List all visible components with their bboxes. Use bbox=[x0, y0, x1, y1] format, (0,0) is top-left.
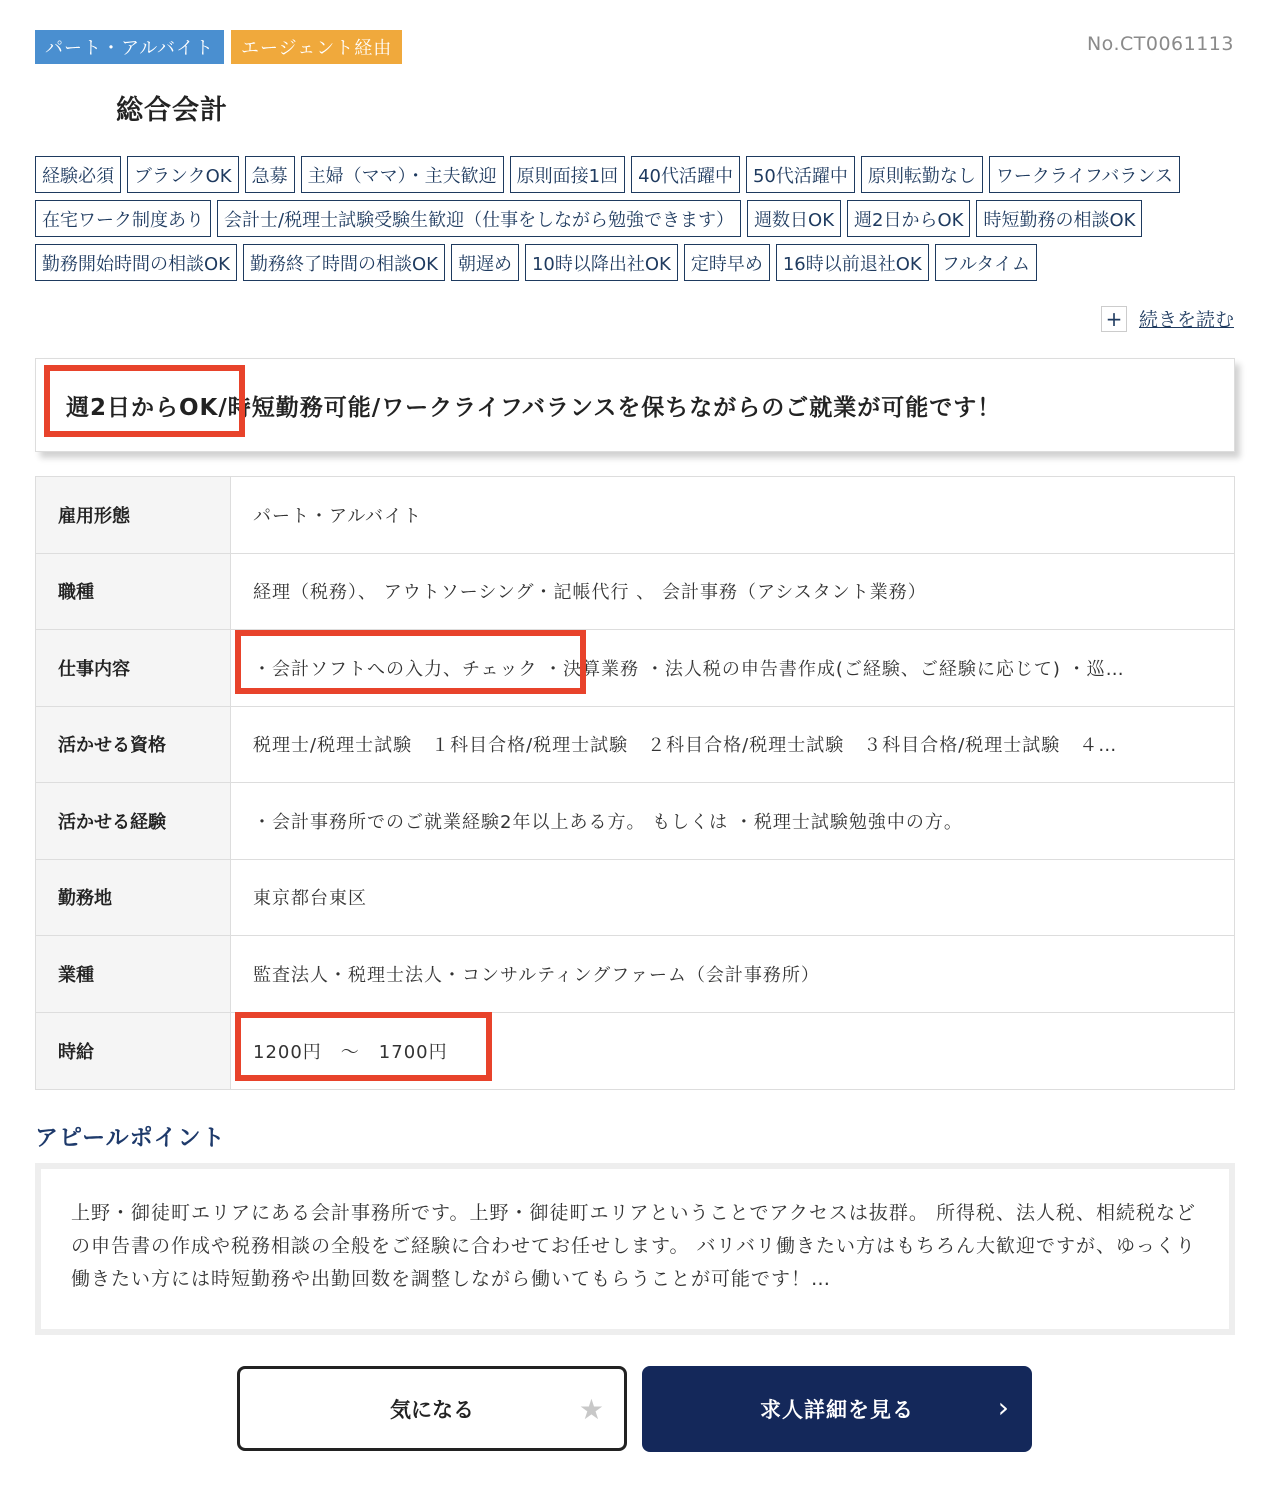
tag: 朝遅め bbox=[451, 244, 519, 281]
row-label: 業種 bbox=[36, 936, 231, 1012]
employment-type-badge: パート・アルバイト bbox=[35, 30, 224, 64]
value-text: ・会計事務所でのご就業経験2年以上ある方。 もしくは ・税理士試験勉強中の方。 bbox=[253, 811, 963, 833]
table-row bbox=[36, 707, 1234, 784]
tag: 勤務開始時間の相談OK bbox=[35, 244, 237, 281]
value-text: 1200円 ～ 1700円 bbox=[253, 1041, 448, 1063]
catch-copy: 週2日からOK/時短勤務可能/ワークライフバランスを保ちながらのご就業が可能です！ bbox=[66, 394, 1002, 421]
tag: 週2日からOK bbox=[847, 200, 970, 237]
star-icon: ★ bbox=[578, 1393, 604, 1426]
table-row bbox=[36, 1013, 1234, 1090]
tag-row bbox=[35, 244, 1235, 281]
row-label: 仕事内容 bbox=[36, 630, 231, 706]
tag: 原則面接1回 bbox=[510, 156, 625, 193]
highlight-box bbox=[235, 1012, 492, 1081]
tag: 原則転勤なし bbox=[861, 156, 983, 193]
tag: 勤務終了時間の相談OK bbox=[243, 244, 445, 281]
appeal-text: 上野・御徒町エリアにある会計事務所です。上野・御徒町エリアということでアクセスは抜群。 所得税、法人税、相続税などの申告書の作成や税務相談の全般をご経験に合わせてお任せします。 バリバリ働きたい方はもちろん大歓迎ですが、ゆっくり働きたい方には時短勤務や出勤回数を調整しながら働いてもらうことが可能です！… bbox=[71, 1202, 1196, 1290]
tag: 16時以前退社OK bbox=[776, 244, 929, 281]
row-label: 雇用形態 bbox=[36, 477, 231, 553]
tag: 主婦（ママ）・主夫歓迎 bbox=[301, 156, 504, 193]
value-text: 税理士/税理士試験 １科目合格/税理士試験 ２科目合格/税理士試験 ３科目合格/税理士試験 ４… bbox=[253, 735, 1118, 757]
tag-row bbox=[35, 200, 1235, 237]
tag: 在宅ワーク制度あり bbox=[35, 200, 211, 237]
tag: 会計士/税理士試験受験生歓迎（仕事をしながら勉強できます） bbox=[217, 200, 741, 237]
tag: 週数日OK bbox=[747, 200, 841, 237]
company-name: 総合会計 bbox=[116, 95, 228, 126]
table-row bbox=[36, 860, 1234, 937]
highlight-box bbox=[235, 630, 586, 694]
badge-row bbox=[35, 30, 402, 64]
value-text: 監査法人・税理士法人・コンサルティングファーム（会計事務所） bbox=[253, 964, 820, 986]
value-text: ・会計ソフトへの入力、チェック ・決算業務 ・法人税の申告書作成(ご経験、ご経験に応じて) ・巡… bbox=[253, 658, 1125, 680]
row-value bbox=[231, 860, 1234, 936]
tag: 時短勤務の相談OK bbox=[976, 200, 1142, 237]
table-row bbox=[36, 477, 1234, 554]
row-value bbox=[231, 554, 1234, 630]
value-text: 経理（税務）、 アウトソーシング・記帳代行 、 会計事務（アシスタント業務） bbox=[253, 582, 927, 604]
value-text: パート・アルバイト bbox=[253, 505, 423, 527]
row-label: 職種 bbox=[36, 554, 231, 630]
tag-row bbox=[35, 156, 1235, 193]
plus-icon[interactable]: + bbox=[1101, 306, 1127, 332]
row-value bbox=[231, 783, 1234, 859]
chevron-right-icon: › bbox=[997, 1391, 1010, 1424]
row-label: 活かせる経験 bbox=[36, 783, 231, 859]
favorite-label: 気になる bbox=[390, 1397, 474, 1422]
row-label: 活かせる資格 bbox=[36, 707, 231, 783]
read-more-link[interactable]: 続きを読む bbox=[1138, 309, 1234, 331]
value-text: 東京都台東区 bbox=[253, 888, 367, 910]
read-more-toggle[interactable] bbox=[1101, 305, 1234, 332]
tag: 50代活躍中 bbox=[746, 156, 855, 193]
row-value bbox=[231, 477, 1234, 553]
job-info-table bbox=[35, 476, 1235, 1090]
tag: ワークライフバランス bbox=[989, 156, 1180, 193]
view-detail-button[interactable] bbox=[642, 1366, 1032, 1452]
row-value bbox=[231, 707, 1234, 783]
table-row bbox=[36, 783, 1234, 860]
tag: 経験必須 bbox=[35, 156, 121, 193]
table-row bbox=[36, 936, 1234, 1013]
tag: 10時以降出社OK bbox=[525, 244, 678, 281]
appeal-title: アピールポイント bbox=[35, 1125, 226, 1151]
tag: フルタイム bbox=[935, 244, 1037, 281]
row-label: 勤務地 bbox=[36, 860, 231, 936]
detail-label: 求人詳細を見る bbox=[760, 1398, 914, 1422]
agent-badge: エージェント経由 bbox=[231, 30, 402, 64]
row-value bbox=[231, 936, 1234, 1012]
row-label: 時給 bbox=[36, 1013, 231, 1090]
job-number: No.CT0061113 bbox=[1086, 33, 1234, 55]
tag: 40代活躍中 bbox=[631, 156, 740, 193]
appeal-box bbox=[35, 1163, 1235, 1335]
tag-list bbox=[35, 156, 1235, 288]
highlight-box bbox=[44, 365, 245, 437]
table-row bbox=[36, 630, 1234, 707]
tag: ブランクOK bbox=[127, 156, 239, 193]
favorite-button[interactable] bbox=[237, 1366, 627, 1451]
tag: 定時早め bbox=[684, 244, 770, 281]
tag: 急募 bbox=[245, 156, 295, 193]
table-row bbox=[36, 554, 1234, 631]
